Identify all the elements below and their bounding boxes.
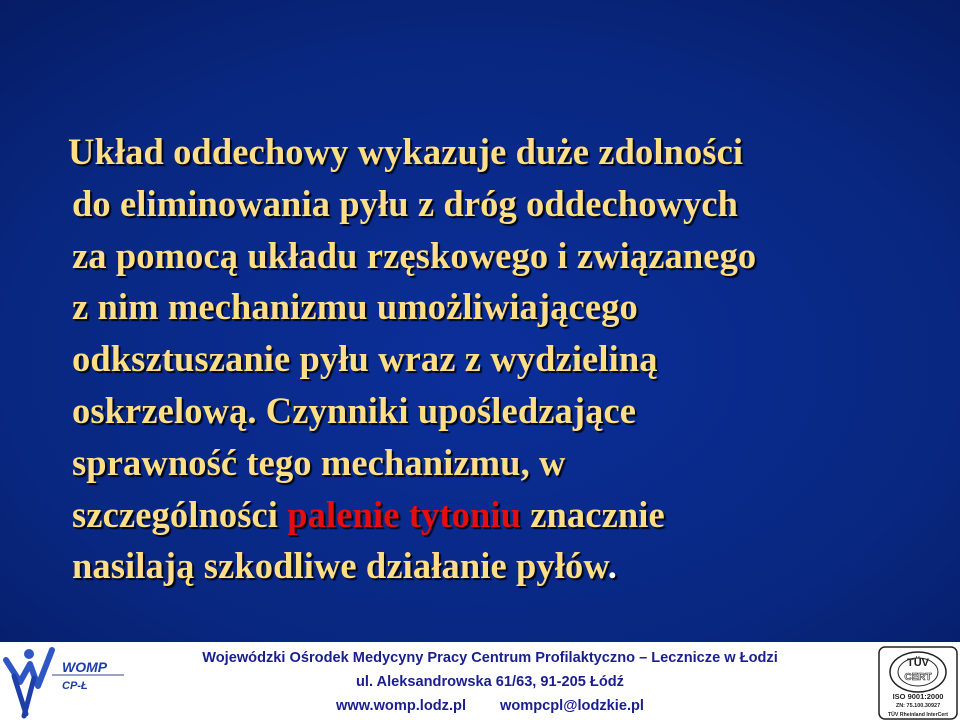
tuv-brand: TÜV — [907, 657, 929, 669]
final-period: . — [607, 545, 618, 587]
website-link[interactable]: www.womp.lodz.pl — [336, 698, 466, 714]
highlighted-phrase: palenie tytoniu — [287, 493, 521, 535]
womp-logo — [0, 642, 130, 720]
text-line-9 — [72, 540, 902, 592]
iso-label: ISO 9001:2000 — [892, 692, 944, 701]
text-line-3: za pomocą układu rzęskowego i związanego — [72, 234, 757, 276]
womp-figure-icon — [6, 649, 52, 716]
slide-body-text — [68, 126, 902, 592]
text-line-8-start: szczególności — [72, 493, 288, 535]
text-line-6: oskrzelową. Czynniki upośledzające — [72, 389, 637, 431]
cert-number: ZN: 75.100.30927 — [895, 703, 941, 709]
institution-name: Wojewódzki Ośrodek Medycyny Pracy Centrum Profilaktyczno – Lecznicze w Łodzi — [202, 650, 778, 666]
text-line-8-end: znacznie — [521, 493, 665, 535]
text-line-1: Układ oddechowy wykazuje duże zdolności — [68, 131, 744, 172]
address: ul. Aleksandrowska 61/63, 91-205 Łódź — [356, 674, 624, 690]
tuv-cert-label: CERT — [904, 672, 932, 683]
email-link[interactable]: wompcpl@lodzkie.pl — [500, 698, 644, 714]
cert-issuer: TÜV Rheinland InterCert — [888, 712, 948, 718]
contact-line — [140, 698, 840, 714]
text-line-5: odksztuszanie pyłu wraz z wydzieliną — [72, 338, 658, 380]
womp-logo-sub: CP-Ł — [62, 680, 88, 692]
text-line-4: z nim mechanizmu umożliwiającego — [72, 286, 638, 328]
text-line-8 — [72, 489, 902, 541]
text-line-9-main: nasilają szkodliwe działanie pyłów — [72, 545, 608, 587]
tuv-certificate — [878, 646, 958, 720]
womp-logo-name: WOMP — [62, 659, 108, 675]
text-line-2: do eliminowania pyłu z dróg oddechowych — [72, 182, 739, 224]
text-line-7: sprawność tego mechanizmu, w — [72, 441, 566, 483]
footer-bar — [0, 642, 960, 720]
